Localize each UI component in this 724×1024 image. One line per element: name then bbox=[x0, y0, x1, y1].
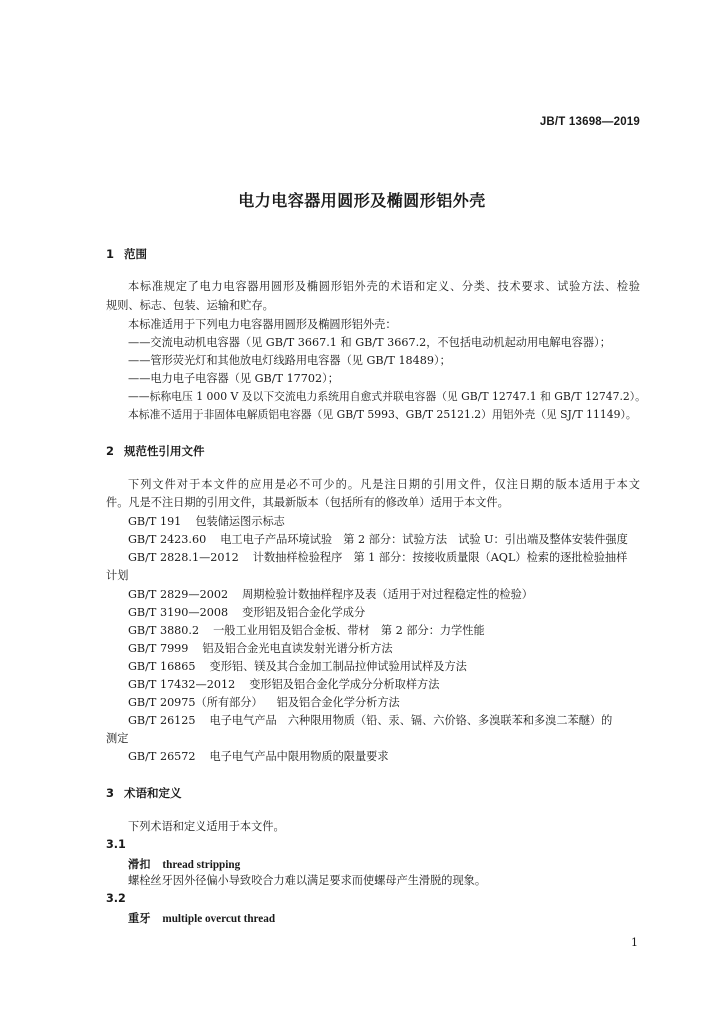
reference-title: 周期检验计数抽样程序及表（适用于对过程稳定性的检验） bbox=[242, 588, 533, 601]
reference-code: GB/T 20975（所有部分） bbox=[128, 696, 263, 709]
section-title: 术语和定义 bbox=[124, 786, 182, 800]
reference-item bbox=[128, 515, 662, 529]
section-2-heading bbox=[106, 443, 205, 459]
paragraph-line: 本标准适用于下列电力电容器用圆形及椭圆形铝外壳： bbox=[128, 318, 397, 331]
reference-title: 变形铝及铝合金化学成分分析取样方法 bbox=[249, 678, 440, 691]
reference-title: 一般工业用铝及铝合金板、带材 第 2 部分：力学性能 bbox=[213, 624, 485, 637]
term-number: 3.2 bbox=[106, 892, 126, 905]
reference-code: GB/T 26125 bbox=[128, 714, 196, 727]
standard-code: JB/T 13698—2019 bbox=[539, 116, 640, 128]
reference-title: 铝及铝合金光电直读发射光谱分析方法 bbox=[202, 642, 393, 655]
reference-item bbox=[128, 714, 662, 728]
section-1-heading bbox=[106, 246, 147, 262]
term-entry bbox=[128, 910, 275, 926]
reference-item bbox=[128, 551, 662, 565]
reference-code: GB/T 26572 bbox=[128, 750, 196, 763]
paragraph-line: 本标准不适用于非固体电解质铝电容器（见 GB/T 5993、GB/T 25121.2）用铝外壳（见 SJ/T 11149）。 bbox=[128, 408, 637, 421]
reference-title: 计数抽样检验程序 第 1 部分：按接收质量限（AQL）检索的逐批检验抽样 bbox=[252, 551, 628, 564]
paragraph-line: 下列文件对于本文件的应用是必不可少的。凡是注日期的引用文件，仅注日期的版本适用于本文 bbox=[128, 478, 640, 491]
list-item: ——管形荧光灯和其他放电灯线路用电容器（见 GB/T 18489）； bbox=[128, 354, 451, 367]
reference-title: 电子电气产品 六种限用物质（铅、汞、镉、六价铬、多溴联苯和多溴二苯醚）的 bbox=[209, 714, 613, 727]
reference-code: GB/T 3190—2008 bbox=[128, 606, 229, 619]
reference-title: 铝及铝合金化学分析方法 bbox=[276, 696, 400, 709]
reference-item bbox=[128, 678, 662, 692]
reference-item bbox=[128, 660, 662, 674]
term-chinese: 滑扣 bbox=[128, 858, 151, 871]
reference-item bbox=[128, 642, 662, 656]
reference-item bbox=[128, 533, 662, 547]
paragraph-line: 件。凡是不注日期的引用文件，其最新版本（包括所有的修改单）适用于本文件。 bbox=[106, 496, 509, 509]
term-chinese: 重牙 bbox=[128, 912, 151, 925]
term-entry bbox=[128, 856, 240, 872]
reference-code: GB/T 17432—2012 bbox=[128, 678, 236, 691]
reference-continuation: 计划 bbox=[106, 569, 129, 582]
list-item: ——电力电子电容器（见 GB/T 17702）； bbox=[128, 372, 339, 385]
reference-item bbox=[128, 624, 662, 638]
section-3-heading bbox=[106, 785, 182, 801]
reference-code: GB/T 191 bbox=[128, 515, 182, 528]
list-item: ——标称电压 1 000 V 及以下交流电力系统用自愈式并联电容器（见 GB/T 12747.1 和 GB/T 12747.2）。 bbox=[128, 390, 646, 403]
reference-title: 包装储运图示标志 bbox=[195, 515, 285, 528]
page-number: 1 bbox=[631, 936, 638, 949]
reference-item bbox=[128, 750, 662, 764]
reference-code: GB/T 3880.2 bbox=[128, 624, 200, 637]
reference-item bbox=[128, 606, 662, 620]
page-title: 电力电容器用圆形及椭圆形铝外壳 bbox=[238, 191, 486, 210]
reference-continuation: 测定 bbox=[106, 732, 129, 745]
section-number: 1 bbox=[106, 247, 115, 261]
paragraph-line: 规则、标志、包装、运输和贮存。 bbox=[106, 299, 274, 312]
section-title: 范围 bbox=[124, 247, 147, 261]
list-item: ——交流电动机电容器（见 GB/T 3667.1 和 GB/T 3667.2，不包括电动机起动用电解电容器）； bbox=[128, 336, 611, 349]
term-definition: 螺栓丝牙因外径偏小导致咬合力难以满足要求而使螺母产生滑脱的现象。 bbox=[128, 874, 487, 887]
reference-code: GB/T 2828.1—2012 bbox=[128, 551, 239, 564]
paragraph-line: 本标准规定了电力电容器用圆形及椭圆形铝外壳的术语和定义、分类、技术要求、试验方法、检验 bbox=[128, 280, 640, 293]
reference-item bbox=[128, 696, 662, 710]
reference-code: GB/T 2829—2002 bbox=[128, 588, 229, 601]
reference-code: GB/T 7999 bbox=[128, 642, 189, 655]
section-number: 2 bbox=[106, 444, 115, 458]
reference-code: GB/T 2423.60 bbox=[128, 533, 207, 546]
term-english: thread stripping bbox=[162, 859, 241, 871]
section-number: 3 bbox=[106, 786, 115, 800]
reference-item bbox=[128, 588, 662, 602]
section-title: 规范性引用文件 bbox=[124, 444, 205, 458]
reference-title: 变形铝及铝合金化学成分 bbox=[242, 606, 366, 619]
reference-title: 电子电气产品中限用物质的限量要求 bbox=[209, 750, 389, 763]
reference-code: GB/T 16865 bbox=[128, 660, 196, 673]
reference-title: 电工电子产品环境试验 第 2 部分：试验方法 试验 U：引出端及整体安装件强度 bbox=[220, 533, 628, 546]
term-english: multiple overcut thread bbox=[162, 913, 276, 925]
paragraph-line: 下列术语和定义适用于本文件。 bbox=[128, 820, 285, 833]
term-number: 3.1 bbox=[106, 838, 126, 851]
reference-title: 变形铝、镁及其合金加工制品拉伸试验用试样及方法 bbox=[209, 660, 467, 673]
